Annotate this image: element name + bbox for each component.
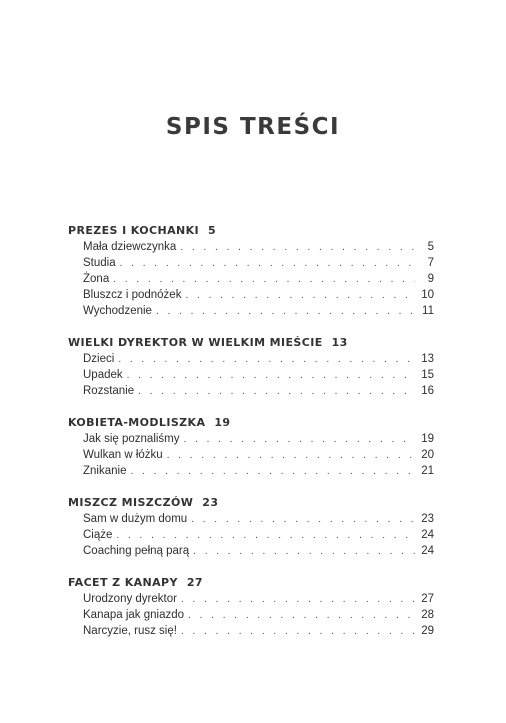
entry-title: Mała dziewczynka xyxy=(83,241,177,253)
toc-entry[interactable] xyxy=(68,383,434,399)
dot-leader xyxy=(120,256,415,272)
dot-leader xyxy=(181,624,415,640)
toc-section xyxy=(68,574,434,639)
dot-leader xyxy=(167,448,415,464)
toc-section xyxy=(68,222,434,319)
entry-page-number: 7 xyxy=(427,257,434,269)
entry-page-number: 20 xyxy=(421,449,434,461)
section-title: PREZES I KOCHANKI xyxy=(68,224,200,237)
page-title: SPIS TREŚCI xyxy=(165,114,341,140)
dot-leader xyxy=(191,512,415,528)
toc-entry[interactable] xyxy=(68,623,434,639)
toc-entry[interactable] xyxy=(68,607,434,623)
dot-leader xyxy=(181,592,415,608)
dot-leader xyxy=(118,352,415,368)
entry-title: Narcyzie, rusz się! xyxy=(83,625,177,637)
section-title: KOBIETA-MODLISZKA xyxy=(68,416,206,429)
section-title: WIELKI DYREKTOR W WIELKIM MIEŚCIE xyxy=(68,336,323,349)
dot-leader xyxy=(116,528,415,544)
entry-title: Jak się poznaliśmy xyxy=(83,433,180,445)
entry-page-number: 13 xyxy=(421,353,434,365)
toc-entry[interactable] xyxy=(68,287,434,303)
entry-page-number: 10 xyxy=(421,289,434,301)
entry-page-number: 15 xyxy=(421,369,434,381)
toc-entry[interactable] xyxy=(68,591,434,607)
section-page-number: 5 xyxy=(208,224,217,237)
entry-title: Znikanie xyxy=(83,465,127,477)
toc-entry[interactable] xyxy=(68,463,434,479)
dot-leader xyxy=(127,368,415,384)
section-title: MISZCZ MISZCZÓW xyxy=(68,496,194,509)
entry-page-number: 19 xyxy=(421,433,434,445)
section-heading[interactable] xyxy=(68,222,434,239)
entry-title: Kanapa jak gniazdo xyxy=(83,609,185,621)
toc-section xyxy=(68,494,434,559)
entry-page-number: 9 xyxy=(427,273,434,285)
entry-page-number: 11 xyxy=(422,305,434,317)
toc-entry[interactable] xyxy=(68,511,434,527)
entry-page-number: 28 xyxy=(421,609,434,621)
section-title: FACET Z KANAPY xyxy=(68,576,178,589)
toc-entry[interactable] xyxy=(68,527,434,543)
toc-entry[interactable] xyxy=(68,239,434,255)
toc-entry[interactable] xyxy=(68,351,434,367)
section-page-number: 19 xyxy=(214,416,231,429)
entry-title: Coaching pełną parą xyxy=(83,545,190,557)
entry-page-number: 29 xyxy=(421,625,434,637)
dot-leader xyxy=(188,608,415,624)
dot-leader xyxy=(138,384,415,400)
section-heading[interactable] xyxy=(68,574,434,591)
dot-leader xyxy=(156,304,415,320)
toc-section xyxy=(68,334,434,399)
section-heading[interactable] xyxy=(68,334,434,351)
section-heading[interactable] xyxy=(68,414,434,431)
entry-title: Sam w dużym domu xyxy=(83,513,188,525)
entry-page-number: 21 xyxy=(421,465,434,477)
table-of-contents xyxy=(68,222,434,654)
toc-section xyxy=(68,414,434,479)
entry-page-number: 5 xyxy=(427,241,434,253)
entry-title: Dzieci xyxy=(83,353,115,365)
entry-page-number: 24 xyxy=(421,545,434,557)
entry-title: Urodzony dyrektor xyxy=(83,593,177,605)
entry-title: Wychodzenie xyxy=(83,305,152,317)
dot-leader xyxy=(193,544,415,560)
entry-page-number: 24 xyxy=(421,529,434,541)
dot-leader xyxy=(185,288,415,304)
entry-title: Upadek xyxy=(83,369,123,381)
toc-entry[interactable] xyxy=(68,447,434,463)
entry-title: Ciąże xyxy=(83,529,113,541)
entry-page-number: 23 xyxy=(421,513,434,525)
entry-page-number: 27 xyxy=(421,593,434,605)
entry-title: Bluszcz i podnóżek xyxy=(83,289,182,301)
toc-entry[interactable] xyxy=(68,303,434,319)
toc-entry[interactable] xyxy=(68,367,434,383)
dot-leader xyxy=(184,432,415,448)
entry-title: Żona xyxy=(83,273,110,285)
section-page-number: 27 xyxy=(186,576,203,589)
dot-leader xyxy=(130,464,415,480)
toc-entry[interactable] xyxy=(68,431,434,447)
dot-leader xyxy=(180,240,415,256)
toc-entry[interactable] xyxy=(68,543,434,559)
toc-entry[interactable] xyxy=(68,271,434,287)
section-heading[interactable] xyxy=(68,494,434,511)
dot-leader xyxy=(113,272,415,288)
entry-page-number: 16 xyxy=(421,385,434,397)
toc-entry[interactable] xyxy=(68,255,434,271)
section-page-number: 23 xyxy=(202,496,219,509)
entry-title: Rozstanie xyxy=(83,385,135,397)
section-page-number: 13 xyxy=(331,336,348,349)
entry-title: Wulkan w łóżku xyxy=(83,449,163,461)
entry-title: Studia xyxy=(83,257,116,269)
